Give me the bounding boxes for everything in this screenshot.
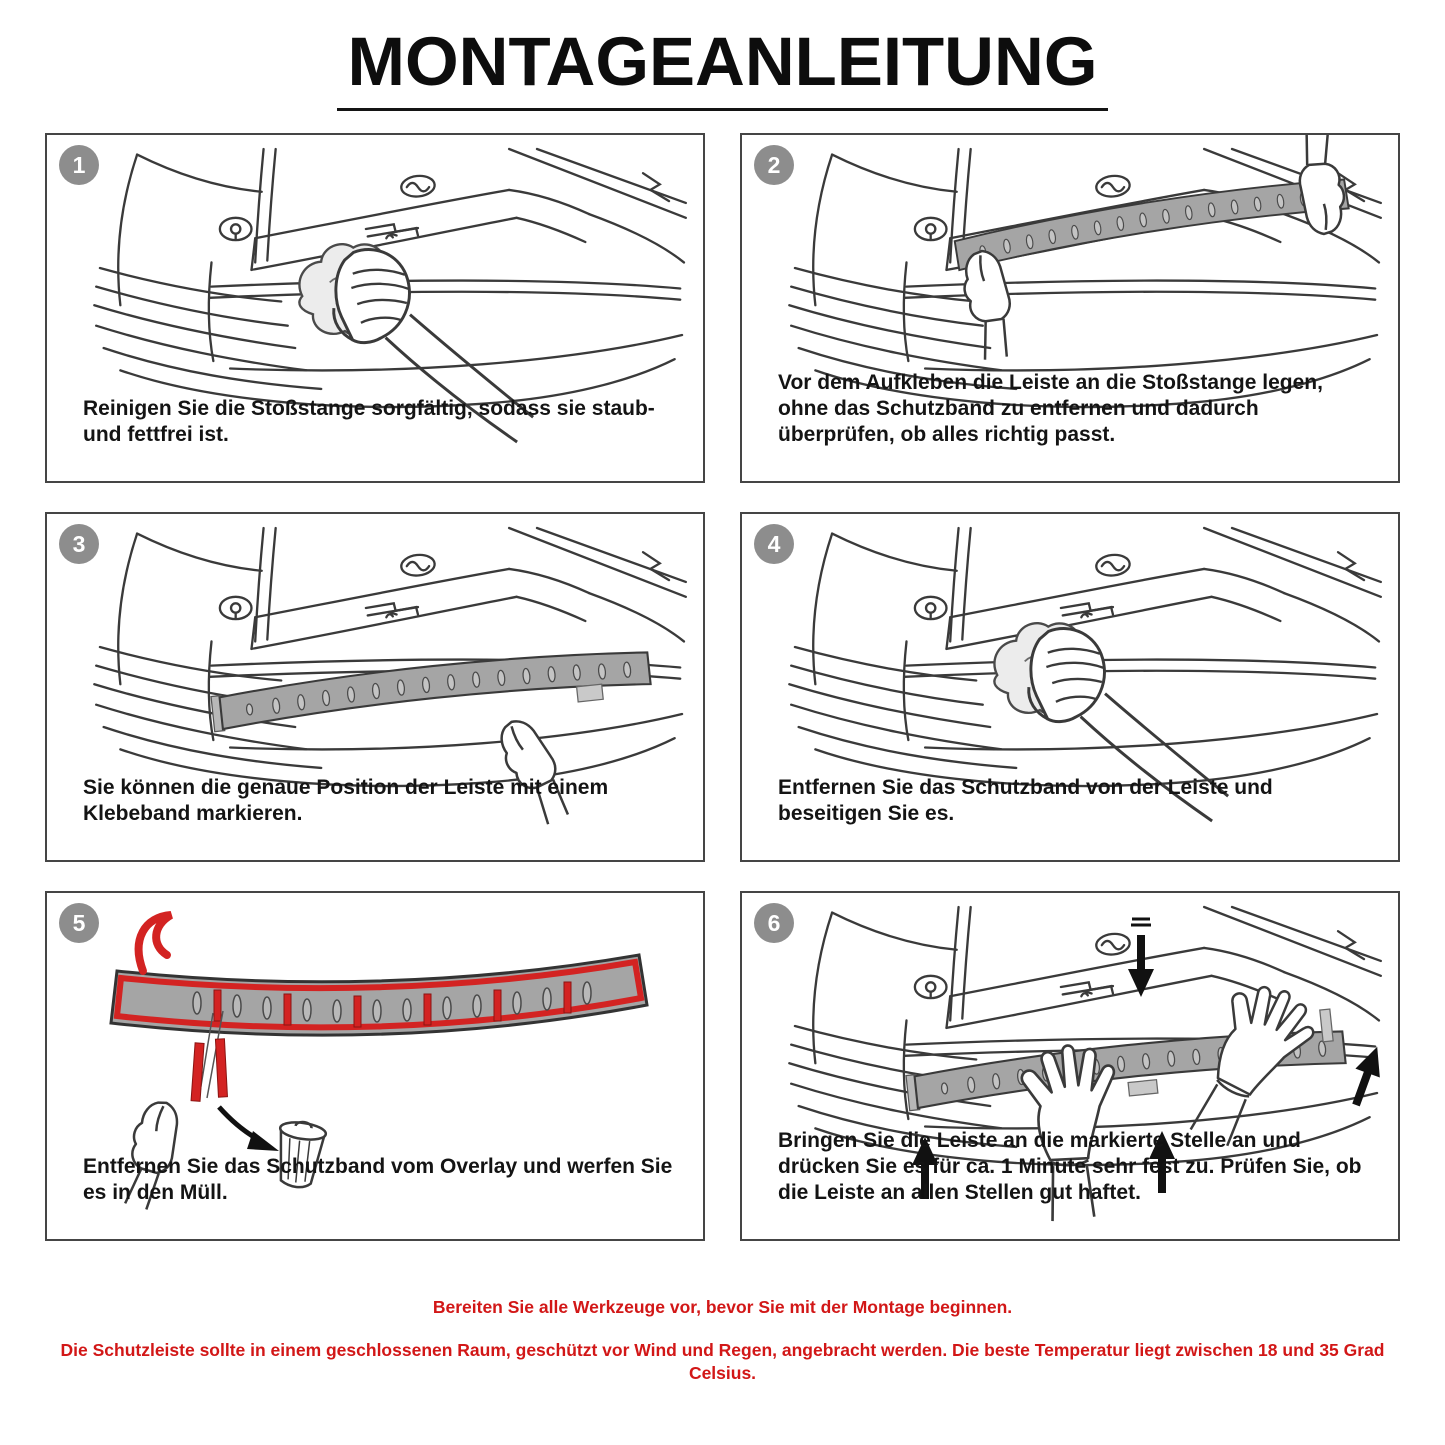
step-number-badge: 2 — [754, 145, 794, 185]
marking-tape-icon — [577, 685, 604, 703]
footer-warnings — [0, 1297, 1445, 1385]
footer-warning-line2: Die Schutzleiste sollte in einem geschlossenen Raum, geschützt vor Wind und Regen, angebracht werden. Die beste Temperatur liegt zwischen 18 und 35 Grad Celsius. — [60, 1340, 1385, 1384]
marking-tape-icon — [1128, 1080, 1158, 1096]
protective-strip-icon — [953, 172, 1348, 271]
step-caption: Entfernen Sie das Schutzband von der Leiste und beseitigen Sie es. — [778, 776, 1273, 826]
footer-warning-line1: Bereiten Sie alle Werkzeuge vor, bevor Sie mit der Montage beginnen. — [432, 1297, 1013, 1318]
peeled-red-strip — [191, 1043, 204, 1101]
step-caption: Sie können die genaue Position der Leiste mit einem Klebeband markieren. — [83, 776, 609, 826]
press-marks — [1131, 919, 1151, 925]
step-number-badge: 5 — [59, 903, 99, 943]
step-number-badge: 3 — [59, 524, 99, 564]
step-panel-1 — [45, 133, 705, 483]
step-caption: Bringen Sie die Leiste an die markierte Stelle an und drücken Sie es für ca. 1 Minute sehr fest zu. Prüfen Sie, ob die Leiste an allen Stellen gut haftet. — [778, 1129, 1362, 1205]
peeled-film-curl-icon — [139, 915, 171, 971]
step-caption: Reinigen Sie die Stoßstange sorgfältig, sodass sie staub- und fettfrei ist. — [83, 397, 655, 447]
step-panel-4 — [740, 512, 1400, 862]
red-edged-overlay-strip — [111, 915, 647, 1035]
step-caption: Entfernen Sie das Schutzband vom Overlay und werfen Sie es in den Müll. — [83, 1155, 673, 1205]
step-number-badge: 6 — [754, 903, 794, 943]
page-title: MONTAGEANLEITUNG — [337, 26, 1107, 111]
step-panel-2 — [740, 133, 1400, 483]
step-number-badge: 1 — [59, 145, 99, 185]
steps-grid — [45, 133, 1400, 1241]
peeled-red-strip — [215, 1039, 227, 1097]
step-panel-3 — [45, 512, 705, 862]
page-header — [0, 0, 1445, 111]
step-panel-5 — [45, 891, 705, 1241]
step-panel-6 — [740, 891, 1400, 1241]
step-caption: Vor dem Aufkleben die Leiste an die Stoßstange legen, ohne das Schutzband zu entfernen und dadurch überprüfen, ob alles richtig passt. — [778, 371, 1323, 447]
step-number-badge: 4 — [754, 524, 794, 564]
